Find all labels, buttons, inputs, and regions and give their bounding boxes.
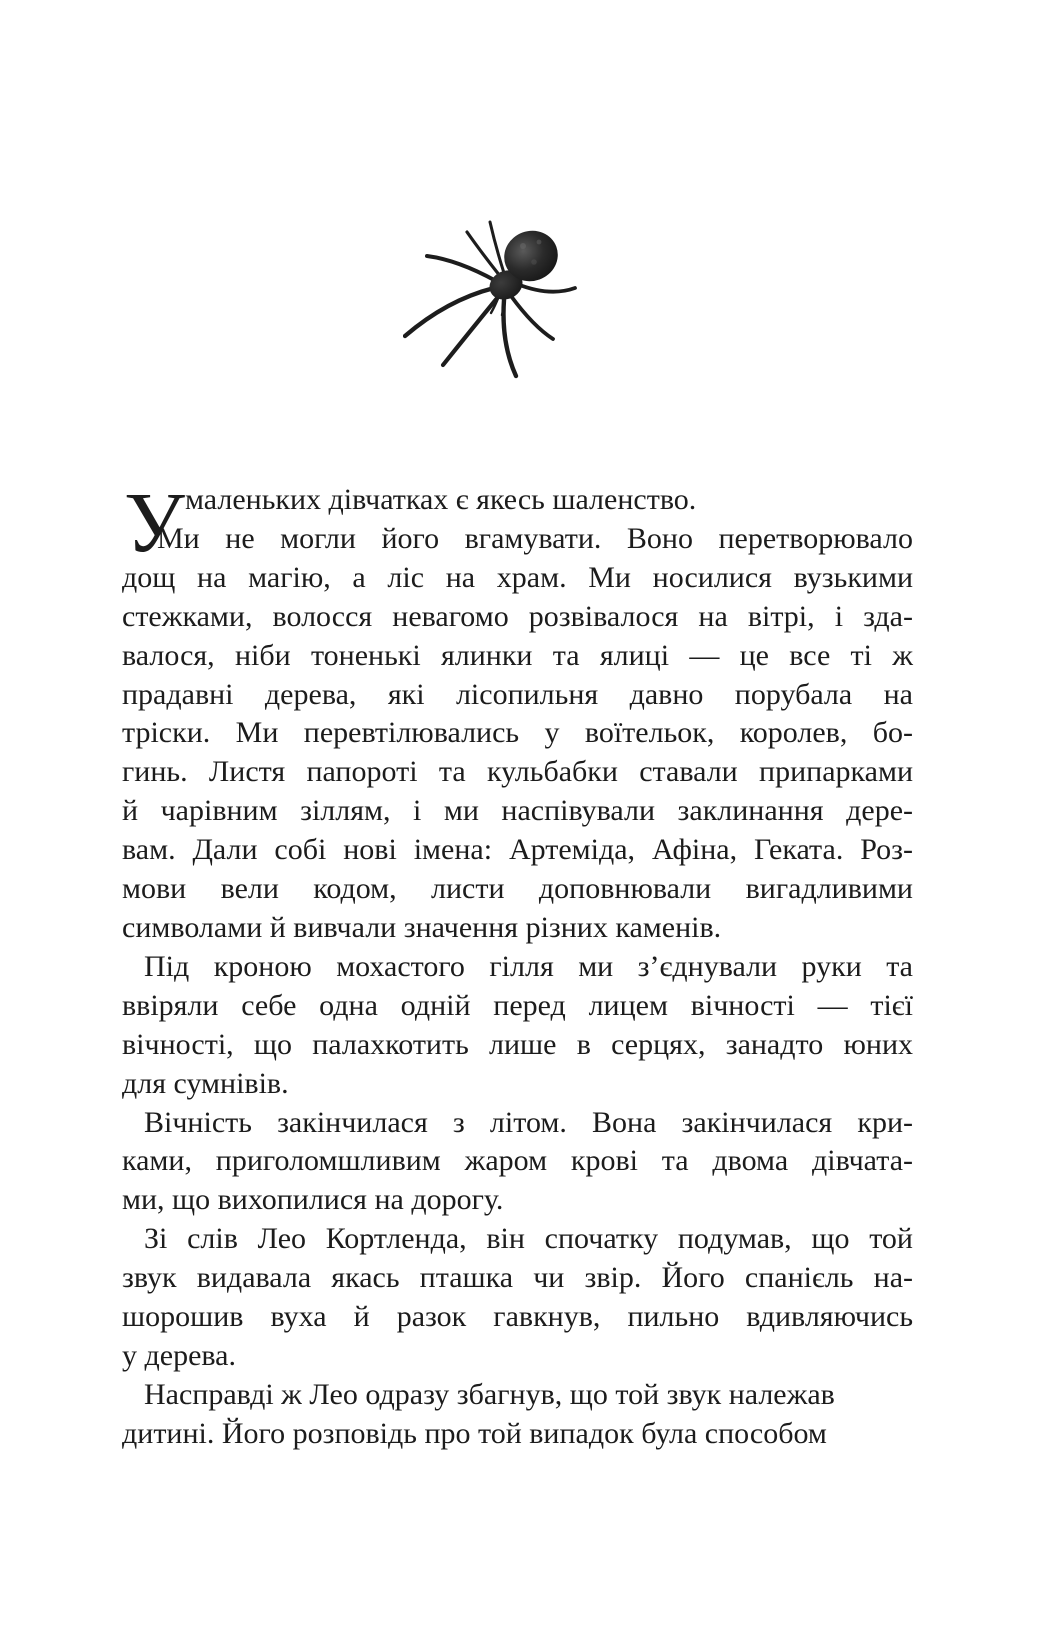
text-line: вічності, що палахкотить лише в серцях, занадто юних <box>122 1027 913 1061</box>
paragraph <box>122 948 913 1104</box>
text-line: шорошив вуха й разок гавкнув, пильно вдивляючись <box>122 1300 913 1334</box>
text-line: мови вели кодом, листи доповнювали вигадливими <box>122 872 913 906</box>
text-line: у дерева. <box>122 1338 236 1372</box>
text-line: символами й вивчали значення різних каменів. <box>122 910 722 944</box>
text-line: Вічність закінчилася з літом. Вона закінчилася кри- <box>144 1105 913 1139</box>
text-line: Під кроною мохастого гілля ми з’єднували руки та <box>144 949 913 983</box>
text-line: ками, приголомшливим жаром крові та двома дівчата- <box>122 1144 913 1178</box>
text-line: вам. Дали собі нові імена: Артеміда, Афіна, Геката. Роз- <box>122 833 913 867</box>
paragraph <box>122 1104 913 1221</box>
text-line: тріски. Ми перевтілювались у воїтельок, королев, бо- <box>122 716 913 750</box>
text-line: Насправді ж Лео одразу збагнув, що той звук належав <box>144 1377 835 1411</box>
paragraph <box>122 1220 913 1376</box>
text-line: Ми не могли його вгамувати. Воно перетворювало <box>157 521 913 555</box>
text-line: валося, ніби тоненькі ялинки та ялиці — це все ті ж <box>122 638 913 672</box>
text-line: й чарівним зіллям, і ми наспівували заклинання дере- <box>122 794 913 828</box>
text-line: ввіряли себе одна одній перед лицем вічності — тієї <box>122 988 913 1022</box>
text-line: Зі слів Лео Кортленда, він спочатку подумав, що той <box>144 1222 913 1256</box>
paragraph <box>122 481 913 520</box>
text-line: звук видавала якась пташка чи звір. Його спанієль на- <box>122 1261 913 1295</box>
drop-cap-letter: У <box>124 474 185 570</box>
text-line: для сумнівів. <box>122 1066 289 1100</box>
text-line: прадавні дерева, які лісопильня давно порубала на <box>122 677 913 711</box>
text-line: дощ на магію, а ліс на храм. Ми носилися вузькими <box>122 560 913 594</box>
paragraph <box>122 520 913 948</box>
text-block <box>122 474 913 1454</box>
text-line: стежками, волосся невагомо розвівалося на вітрі, і зда- <box>122 599 913 633</box>
text-line: маленьких дівчатках є якесь шаленство. <box>185 483 697 516</box>
text-line: ми, що вихопилися на дорогу. <box>122 1183 504 1217</box>
paragraph <box>122 1376 913 1454</box>
text-line: гинь. Листя папороті та кульбабки ставали припарками <box>122 755 913 789</box>
text-line: дитині. Його розповідь про той випадок була способом <box>122 1416 827 1450</box>
spider-icon <box>403 218 578 380</box>
